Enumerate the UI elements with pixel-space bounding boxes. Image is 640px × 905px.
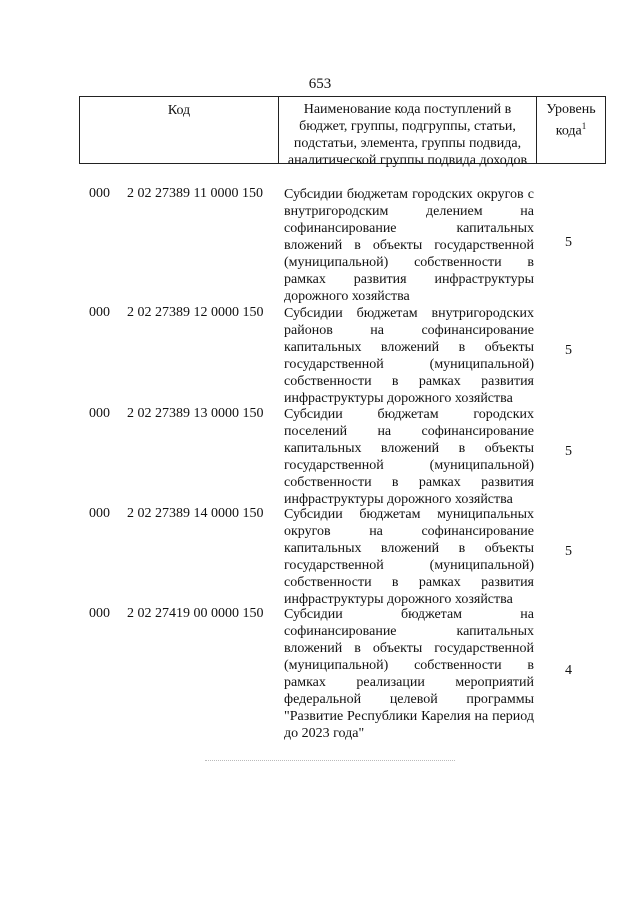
row-level: 4 [565,663,572,678]
row-code [89,606,264,622]
row-admin-code: 000 [89,305,110,320]
table-header [79,96,606,168]
row-name: Субсидии бюджетам городских поселений на софинансирование капитальных вложений в объекты государственной (муниципальной) собственности в рамках развития инфраструктуры дорожного хозяйства [284,407,534,507]
row-name: Субсидии бюджетам городских округов с внутригородским делением на софинансирование капитальных вложений в объекты государственной (муниципальной) собственности в рамках развития инфраструктуры дорожного хозяйства [284,187,534,304]
row-revenue-code: 2 02 27419 00 0000 150 [127,606,264,621]
row-revenue-code: 2 02 27389 11 0000 150 [127,186,263,201]
header-name: Наименование кода поступлений в бюджет, группы, подгруппы, статьи, подстатьи, элемента, группы подвида, аналитической группы подвида доходов [279,97,537,163]
row-code [89,506,264,522]
row-level: 5 [565,544,572,559]
header-level-footnote: 1 [581,121,587,131]
row-revenue-code: 2 02 27389 13 0000 150 [127,406,264,421]
row-name: Субсидии бюджетам муниципальных округов на софинансирование капитальных вложений в объекты государственной (муниципальной) собственности в рамках развития инфраструктуры дорожного хозяйства [284,507,534,607]
row-level: 5 [565,444,572,459]
row-code [89,186,263,202]
row-revenue-code: 2 02 27389 14 0000 150 [127,506,264,521]
row-code [89,406,264,422]
row-name: Субсидии бюджетам внутригородских районов на софинансирование капитальных вложений в объекты государственной (муниципальной) собственности в рамках развития инфраструктуры дорожного хозяйства [284,306,534,406]
row-admin-code: 000 [89,186,110,201]
row-name: Субсидии бюджетам на софинансирование капитальных вложений в объекты государственной (муниципальной) собственности в рамках реализации мероприятий федеральной целевой программы "Развитие Республики Карелия на период до 2023 года" [284,607,534,741]
header-level-label: Уровень кода [546,102,596,139]
row-admin-code: 000 [89,506,110,521]
row-revenue-code: 2 02 27389 12 0000 150 [127,305,264,320]
row-level: 5 [565,343,572,358]
row-admin-code: 000 [89,406,110,421]
header-level [537,97,605,163]
row-code [89,305,264,321]
scan-artifact-line [205,760,455,762]
row-admin-code: 000 [89,606,110,621]
row-level: 5 [565,235,572,250]
header-code: Код [80,97,279,163]
page-number: 653 [308,76,332,92]
